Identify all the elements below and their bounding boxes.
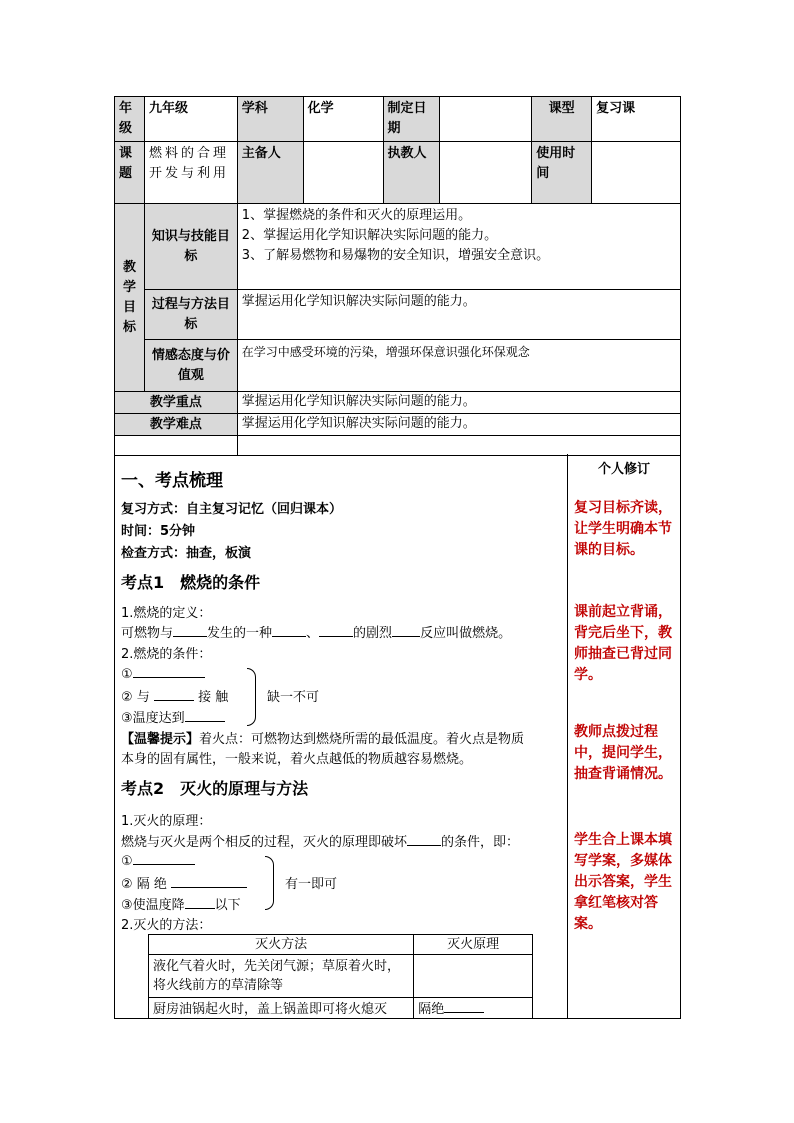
table-header-method: 灭火方法 xyxy=(149,935,414,955)
teacher-label: 执教人 xyxy=(383,142,440,204)
subject-value: 化学 xyxy=(303,97,383,142)
use-time-label: 使用时间 xyxy=(532,142,592,204)
difficult-point-label: 教学难点 xyxy=(115,414,238,436)
review-section xyxy=(114,454,681,1019)
knowledge-item-1: 1、掌握燃烧的条件和灭火的原理运用。 xyxy=(241,208,472,223)
def-part-e: 反应叫做燃烧。 xyxy=(420,626,512,641)
ext-condition-2 xyxy=(121,873,247,892)
cond1-marker: ① xyxy=(121,667,133,682)
kd1-title: 考点1 燃烧的条件 xyxy=(121,573,261,592)
blank-field[interactable] xyxy=(133,852,195,865)
blank-field[interactable] xyxy=(185,709,225,722)
grade-label: 年级 xyxy=(115,97,145,142)
definition-line xyxy=(121,622,511,641)
revision-note-3: 教师点拨过程中，提问学生，抽查背诵情况。 xyxy=(574,724,672,782)
def-part-d: 的剧烈 xyxy=(353,626,393,641)
blank-field[interactable] xyxy=(154,688,194,701)
topic-label: 课题 xyxy=(115,142,145,204)
cond3-text: ③温度达到 xyxy=(121,711,185,726)
def-part-b: 发生的一种 xyxy=(207,626,273,641)
blank-field[interactable] xyxy=(444,1000,484,1013)
def-part-a: 可燃物与 xyxy=(121,626,174,641)
definition-label: 1.燃烧的定义： xyxy=(121,606,212,621)
preparer-value xyxy=(303,142,383,204)
review-method: 复习方式：自主复习记忆（回归课本） xyxy=(121,502,343,517)
blank-field[interactable] xyxy=(392,624,420,637)
row2-principle-text: 隔绝 xyxy=(418,1002,445,1017)
ext-condition-1 xyxy=(121,852,195,869)
ext-principle-label: 1.灭火的原理： xyxy=(121,814,212,829)
blank-field[interactable] xyxy=(407,833,441,846)
difficult-point-text: 掌握运用化学知识解决实际问题的能力。 xyxy=(237,414,680,436)
condition-2 xyxy=(121,686,228,705)
topic-value: 燃料的合理开发与利用 xyxy=(144,142,237,204)
blank-field[interactable] xyxy=(185,896,215,909)
tip-text-1: 着火点：可燃物达到燃烧所需的最低温度。着火点是物质 xyxy=(199,732,525,747)
key-point-text: 掌握运用化学知识解决实际问题的能力。 xyxy=(237,392,680,414)
key-point-label: 教学重点 xyxy=(115,392,238,414)
teacher-value xyxy=(440,142,532,204)
emotion-label: 情感态度与价值观 xyxy=(144,340,237,392)
condition-brace-text: 缺一不可 xyxy=(267,690,320,705)
preparer-label: 主备人 xyxy=(237,142,303,204)
tip-text-2: 本身的固有属性，一般来说，着火点越低的物质越容易燃烧。 xyxy=(121,752,473,767)
ext1-marker: ① xyxy=(121,854,133,869)
use-time-value xyxy=(592,142,681,204)
kd2-title: 考点2 灭火的原理与方法 xyxy=(121,779,309,798)
subject-label: 学科 xyxy=(237,97,303,142)
date-value xyxy=(440,97,532,142)
knowledge-item-2: 2、掌握运用化学知识解决实际问题的能力。 xyxy=(241,228,498,243)
emotion-text: 在学习中感受环境的污染，增强环保意识强化环保观念 xyxy=(237,340,680,392)
ext-method-label: 2.灭火的方法： xyxy=(121,918,212,933)
lesson-type-label: 课型 xyxy=(532,97,592,142)
extinguish-brace xyxy=(265,856,274,910)
ext-principle-line xyxy=(121,831,519,850)
table-row-1-method: 液化气着火时，先关闭气源；草原着火时，将火线前方的草清除等 xyxy=(149,955,414,998)
knowledge-label: 知识与技能目标 xyxy=(144,204,237,290)
table-row-2-principle xyxy=(414,998,533,1019)
condition-brace xyxy=(247,668,256,726)
condition-3 xyxy=(121,707,225,726)
table-header-principle: 灭火原理 xyxy=(414,935,533,955)
section-title: 一、考点梳理 xyxy=(121,471,223,491)
check-method: 检查方式：抽查，板演 xyxy=(121,546,252,561)
ext2-text: ② 隔 绝 xyxy=(121,877,167,892)
tip-line-1 xyxy=(121,728,524,747)
revision-note-4: 学生合上课本填写学案，多媒体出示答案，学生拿红笔核对答案。 xyxy=(574,832,672,932)
grade-value: 九年级 xyxy=(144,97,237,142)
objectives-label: 教学目标 xyxy=(115,204,145,392)
revision-note-2: 课前起立背诵，背完后坐下，教师抽查已背过同学。 xyxy=(574,604,672,683)
process-text: 掌握运用化学知识解决实际问题的能力。 xyxy=(237,290,680,340)
main-content xyxy=(115,454,568,1018)
condition-1 xyxy=(121,665,205,682)
condition-label: 2.燃烧的条件： xyxy=(121,647,212,662)
ext-principle-b: 的条件，即： xyxy=(441,835,520,850)
process-label: 过程与方法目标 xyxy=(144,290,237,340)
ext3-text-b: 以下 xyxy=(214,898,241,913)
table-row-2-method: 厨房油锅起火时，盖上锅盖即可将火熄灭 xyxy=(149,998,414,1019)
empty-cell-right xyxy=(237,436,680,456)
lesson-type-value: 复习课 xyxy=(592,97,681,142)
cond2-contact: 接 触 xyxy=(198,690,229,705)
date-label: 制定日期 xyxy=(383,97,440,142)
cond2-marker: ② 与 xyxy=(121,690,150,705)
ext-principle-a: 燃烧与灭火是两个相反的过程，灭火的原理即破坏 xyxy=(121,835,408,850)
extinguish-brace-text: 有一即可 xyxy=(285,877,338,892)
blank-field[interactable] xyxy=(272,624,306,637)
ext-condition-3 xyxy=(121,894,241,913)
tip-label: 【温馨提示】 xyxy=(121,732,200,747)
blank-field[interactable] xyxy=(133,665,205,678)
empty-cell-left xyxy=(115,436,238,456)
blank-field[interactable] xyxy=(319,624,353,637)
def-part-c: 、 xyxy=(306,626,320,641)
review-time: 时间：5分钟 xyxy=(121,524,196,539)
table-row-1-principle xyxy=(414,955,533,998)
lesson-header-table xyxy=(114,96,681,456)
personal-revision-column xyxy=(568,454,680,1018)
extinguish-method-table xyxy=(148,934,533,1018)
side-title: 个人修订 xyxy=(597,462,650,477)
blank-field[interactable] xyxy=(173,624,207,637)
blank-field[interactable] xyxy=(171,875,247,888)
knowledge-content xyxy=(237,204,680,290)
ext3-text-a: ③使温度降 xyxy=(121,898,185,913)
knowledge-item-3: 3、了解易燃物和易爆物的安全知识，增强安全意识。 xyxy=(241,248,550,263)
revision-note-1: 复习目标齐读，让学生明确本节课的目标。 xyxy=(574,500,672,558)
